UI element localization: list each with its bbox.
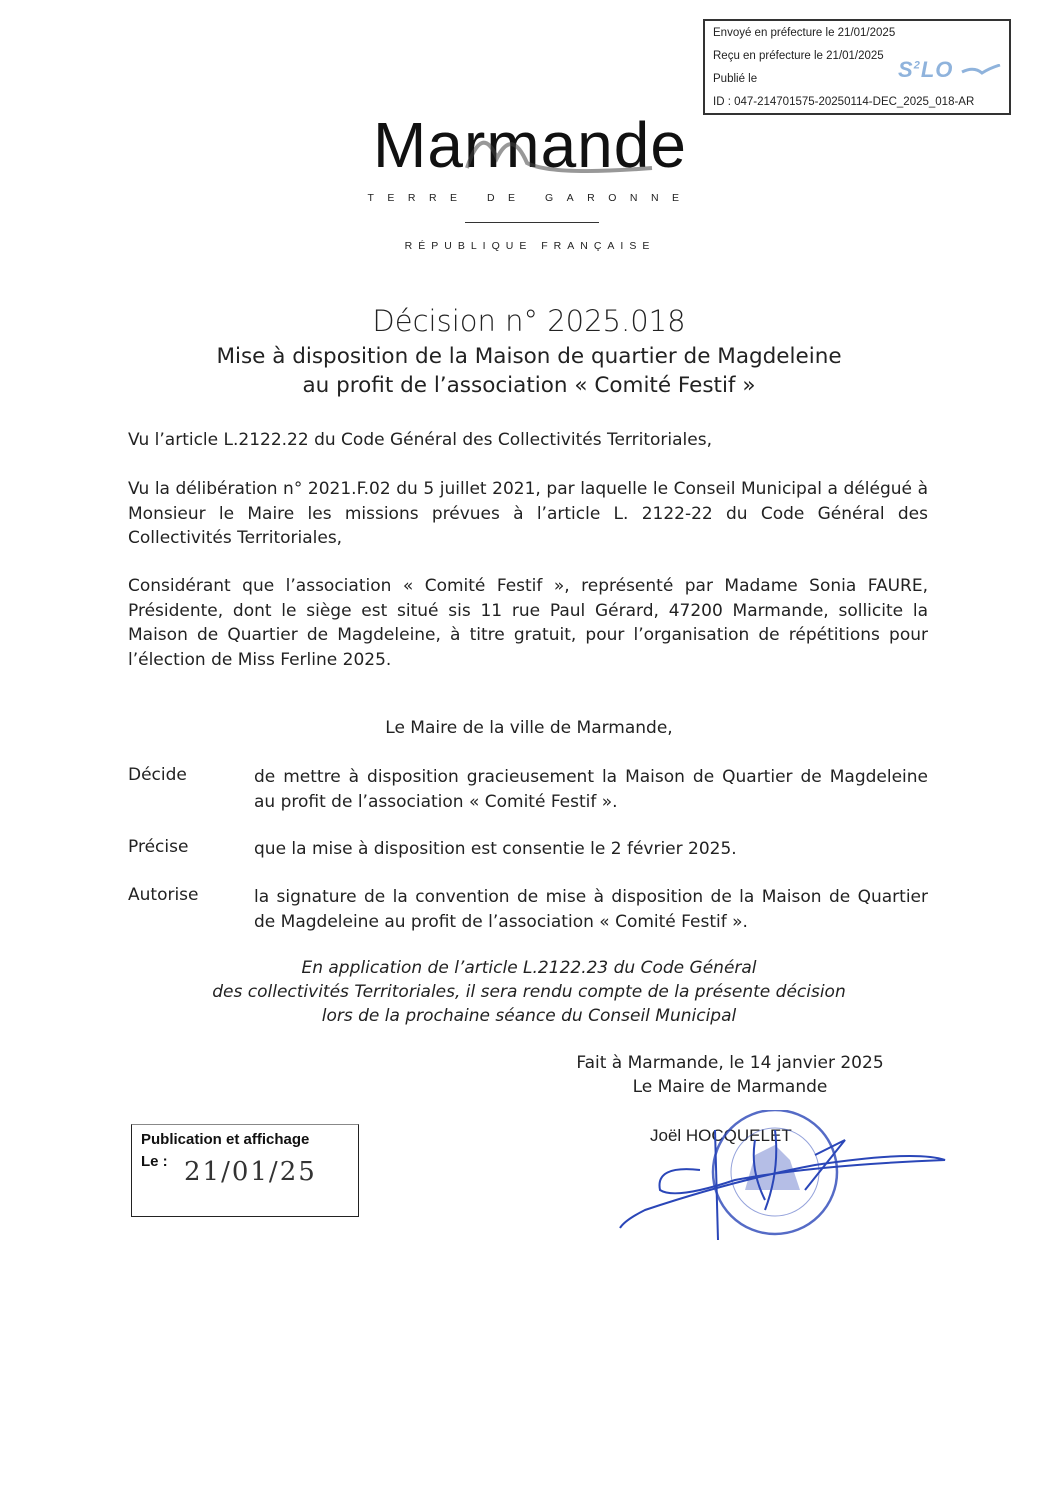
visa-article: Vu l’article L.2122.22 du Code Général des Collectivités Territoriales,	[128, 430, 712, 450]
article-label-autorise: Autorise	[128, 885, 199, 905]
publication-box	[131, 1124, 359, 1217]
article-label-precise: Précise	[128, 837, 189, 857]
legal-notice-line3: lors de la prochaine séance du Conseil Municipal	[321, 1006, 737, 1026]
received-date: Reçu en préfecture le 21/01/2025	[713, 50, 884, 62]
s2lo-swoosh-icon	[960, 64, 1002, 78]
sent-date: Envoyé en préfecture le 21/01/2025	[713, 27, 896, 39]
mayor-seal-and-signature-icon	[615, 1110, 955, 1250]
publication-date-label: Le :	[141, 1153, 168, 1170]
article-label-decide: Décide	[128, 765, 187, 785]
garonne-river-wave-icon	[462, 118, 662, 178]
mayor-role: Le Maire de Marmande	[632, 1077, 828, 1097]
article-text-precise: que la mise à disposition est consentie le 2 février 2025.	[254, 839, 737, 859]
header-divider	[465, 222, 599, 223]
decision-subtitle-line1: Mise à disposition de la Maison de quartier de Magdeleine	[216, 344, 842, 369]
act-id: ID : 047-214701575-20250114-DEC_2025_018-AR	[713, 96, 975, 108]
place-date: Fait à Marmande, le 14 janvier 2025	[576, 1053, 884, 1073]
publication-handwritten-date: 21/01/25	[184, 1157, 317, 1187]
city-logo: Marmande	[373, 109, 687, 181]
prefecture-transmission-stamp	[703, 19, 1011, 115]
decision-title: Décision n° 2025.018	[372, 304, 686, 338]
published-date: Publié le	[713, 73, 758, 85]
legal-notice-line2: des collectivités Territoriales, il sera rendu compte de la présente décision	[212, 982, 846, 1002]
legal-notice-line1: En application de l’article L.2122.23 du Code Général	[301, 958, 757, 978]
visa-deliberation: Vu la délibération n° 2021.F.02 du 5 juillet 2021, par laquelle le Conseil Municipal a délégué à Monsieur le Maire les missions prévues à l’article L. 2122-22 du Code Général des Collectivités Territoriales,	[128, 479, 928, 548]
article-text-decide: de mettre à disposition gracieusement la Maison de Quartier de Magdeleine au profit de l’association « Comité Festif ».	[254, 767, 928, 812]
s2lo-logo: $S^2LO$	[898, 57, 1002, 83]
republic-label: RÉPUBLIQUE FRANÇAISE	[404, 240, 656, 252]
publication-heading: Publication et affichage	[141, 1131, 310, 1148]
mayor-name: Joël HOCQUELET	[650, 1126, 792, 1145]
considering-clause: Considérant que l’association « Comité Festif », représenté par Madame Sonia FAURE, Présidente, dont le siège est situé sis 11 rue Paul Gérard, 47200 Marmande, sollicite la Maison de Quartier de Magdeleine, à titre gratuit, pour l’organisation de répétitions pour l’élection de Miss Ferline 2025.	[128, 576, 928, 670]
city-tagline: TERRE DE GARONNE	[367, 192, 693, 204]
decision-subtitle-line2: au profit de l’association « Comité Festif »	[302, 373, 756, 398]
article-text-autorise: la signature de la convention de mise à disposition de la Maison de Quartier de Magdeleine au profit de l’association « Comité Festif ».	[254, 887, 928, 932]
mayor-intro: Le Maire de la ville de Marmande,	[385, 718, 673, 738]
